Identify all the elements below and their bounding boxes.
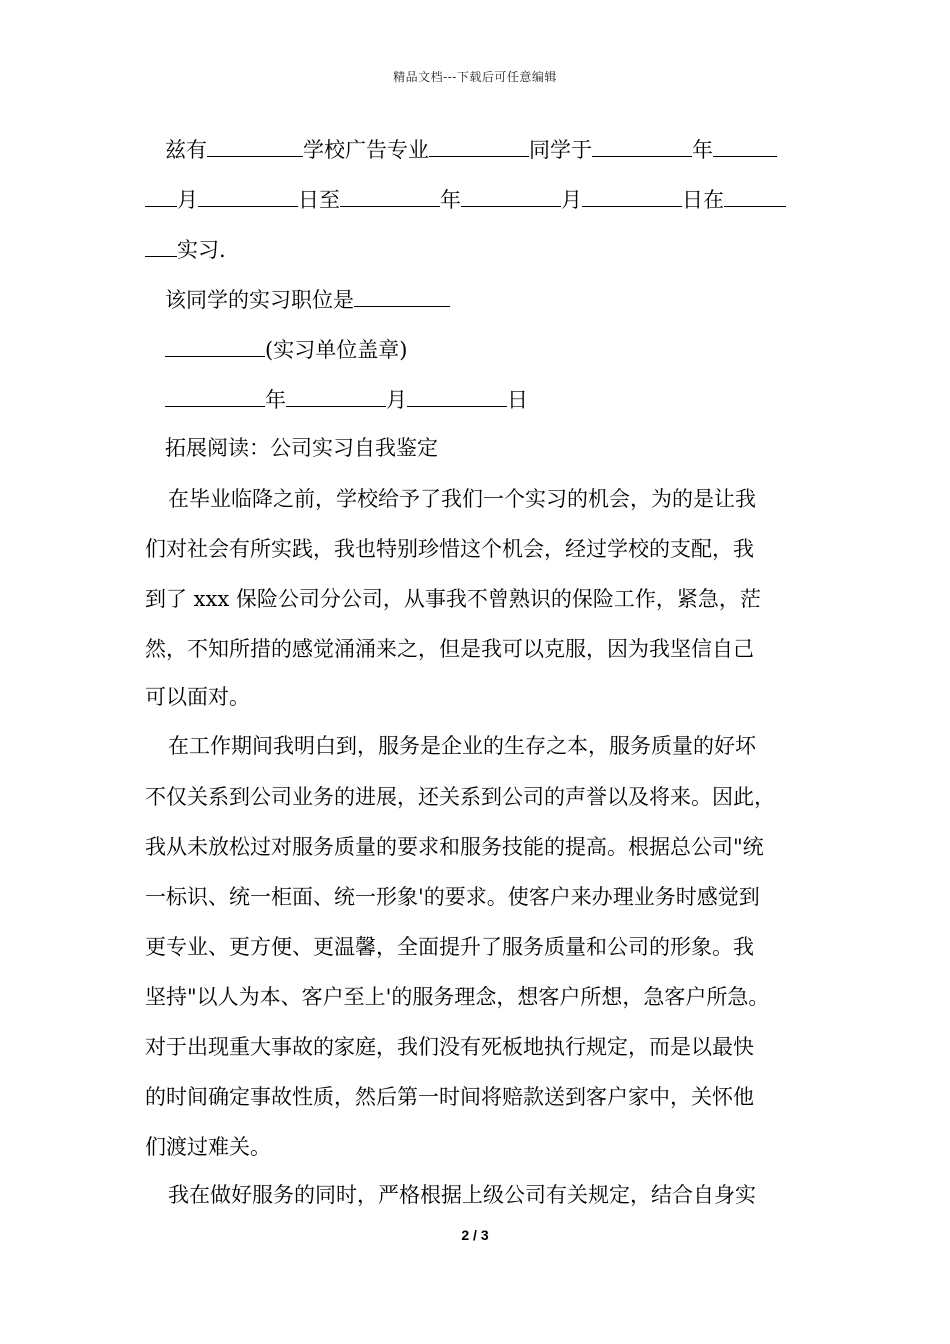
text: 实习. (177, 238, 226, 262)
text: (实习单位盖章) (265, 338, 408, 362)
blank-field (354, 284, 450, 307)
blank-field (207, 134, 303, 157)
body-line: 更专业、更方便、更温馨，全面提升了服务质量和公司的形象。我 (145, 935, 754, 959)
blank-field (592, 134, 692, 157)
form-line-5 (165, 334, 407, 365)
text: 学校广告专业 (303, 138, 429, 162)
text: 兹有 (165, 138, 207, 162)
text: 该同学的实习职位是 (165, 288, 354, 312)
text: 日在 (682, 188, 724, 212)
blank-field (198, 184, 298, 207)
body-line: 坚持"以人为本、客户至上'的服务理念，想客户所想，急客户所急。 (145, 985, 770, 1009)
text: 日至 (298, 188, 340, 212)
body-line: 不仅关系到公司业务的进展，还关系到公司的声誉以及将来。因此， (145, 785, 775, 809)
blank-field (429, 134, 529, 157)
page-header: 精品文档---下载后可任意编辑 (393, 70, 557, 84)
blank-field (713, 134, 777, 157)
form-line-3 (145, 234, 226, 265)
blank-field (724, 184, 786, 207)
text: 月 (561, 188, 582, 212)
body-line: 的时间确定事故性质，然后第一时间将赔款送到客户家中，关怀他 (145, 1085, 754, 1109)
text: 年 (265, 388, 286, 412)
body-line: 到了 xxx 保险公司分公司，从事我不曾熟识的保险工作，紧急，茫 (145, 587, 761, 611)
blank-field (407, 384, 507, 407)
page-number: 2 / 3 (461, 1227, 489, 1243)
body-line: 们对社会有所实践，我也特别珍惜这个机会，经过学校的支配，我 (145, 537, 754, 561)
body-line: 我在做好服务的同时，严格根据上级公司有关规定，结合自身实 (168, 1183, 756, 1207)
blank-field (165, 384, 265, 407)
body-line: 然，不知所措的感觉涌涌来之，但是我可以克服，因为我坚信自己 (145, 637, 754, 661)
blank-field (165, 334, 265, 357)
form-line-1 (165, 134, 777, 165)
body-line: 一标识、统一柜面、统一形象'的要求。使客户来办理业务时感觉到 (145, 885, 760, 909)
section-heading: 拓展阅读：公司实习自我鉴定 (165, 436, 438, 460)
text: 同学于 (529, 138, 592, 162)
text: 年 (692, 138, 713, 162)
form-line-2 (145, 184, 786, 215)
body-line: 对于出现重大事故的家庭，我们没有死板地执行规定，而是以最快 (145, 1035, 754, 1059)
blank-field (582, 184, 682, 207)
body-line: 在工作期间我明白到，服务是企业的生存之本，服务质量的好坏 (168, 734, 756, 758)
blank-field (286, 384, 386, 407)
body-line: 可以面对。 (145, 685, 250, 709)
text: 年 (440, 188, 461, 212)
text: 日 (507, 388, 528, 412)
body-line: 们渡过难关。 (145, 1135, 271, 1159)
blank-field (461, 184, 561, 207)
blank-field (145, 234, 177, 257)
blank-field (340, 184, 440, 207)
body-line: 我从未放松过对服务质量的要求和服务技能的提高。根据总公司"统 (145, 835, 764, 859)
body-line: 在毕业临降之前，学校给予了我们一个实习的机会，为的是让我 (168, 487, 756, 511)
blank-field (145, 184, 177, 207)
text: 月 (177, 188, 198, 212)
form-line-6 (165, 384, 528, 415)
form-line-4 (165, 284, 450, 315)
text: 月 (386, 388, 407, 412)
